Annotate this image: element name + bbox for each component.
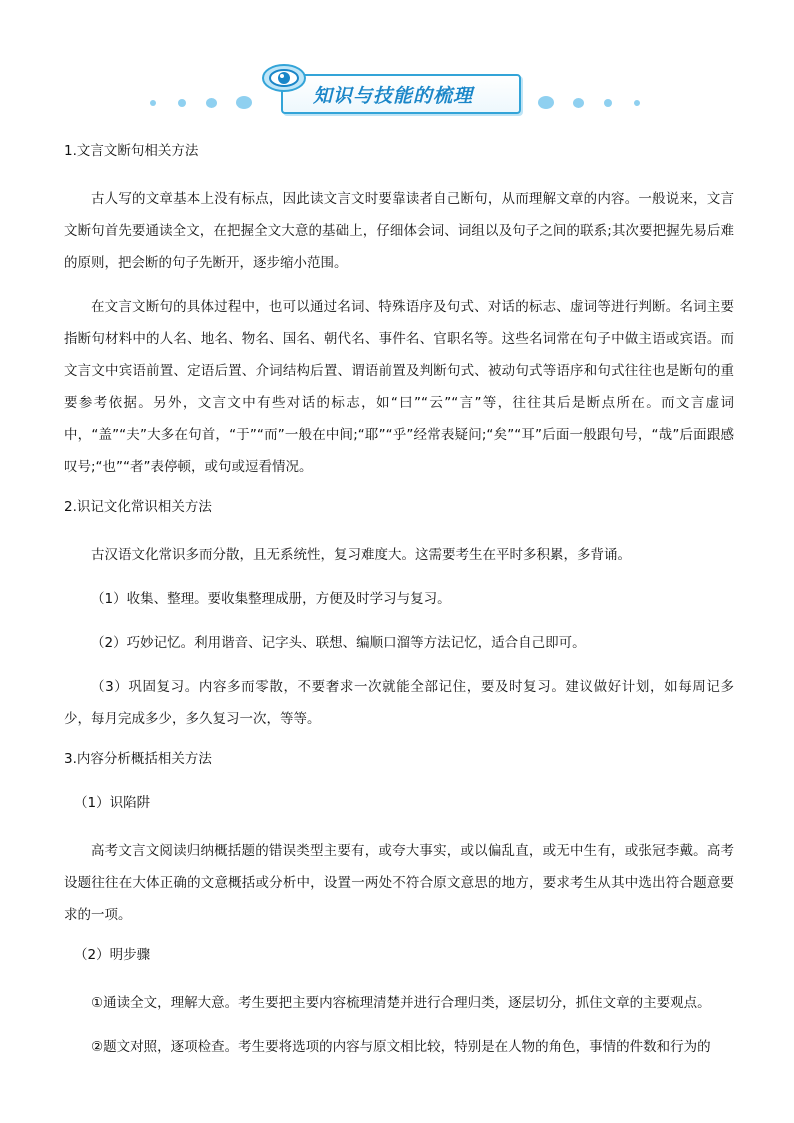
paragraph: 高考文言文阅读归纳概括题的错误类型主要有，或夸大事实，或以偏乱直，或无中生有，或张冠李戴。高考设题往往在大体正确的文意概括或分析中，设置一两处不符合原文意思的地方，要求考生从其中选出符合题意要求的一项。 (64, 843, 734, 923)
paragraph: 在文言文断句的具体过程中，也可以通过名词、特殊语序及句式、对话的标志、虚词等进行判断。名词主要指断句材料中的人名、地名、物名、国名、朝代名、事件名、官职名等。这些名词常在句子中做主语或宾语。而文言文中宾语前置、定语后置、介词结构后置、谓语前置及判断句式、被动句式等语序和句式往往也是断句的重要参考依据。另外，文言文中有些对话的标志，如“曰”“云”“言”等，往往其后是断点所在。而文言虚词中，“盖”“夫”大多在句首，“于”“而”一般在中间;“耶”“乎”经常表疑问;“矣”“耳”后面一般跟句号，“哉”后面跟感叹号;“也”“者”表停顿，或句或逗看情况。 (64, 299, 734, 475)
subheading: （2）明步骤 (74, 947, 151, 963)
paragraph: 古人写的文章基本上没有标点，因此读文言文时要靠读者自己断句，从而理解文章的内容。一般说来，文言文断句首先要通读全文，在把握全文大意的基础上，仔细体会词、词组以及句子之间的联系;其次要把握先易后难的原则，把会断的句子先断开，逐步缩小范围。 (64, 191, 734, 271)
step-item: ②题文对照，逐项检查。考生要将选项的内容与原文相比较，特别是在人物的角色，事情的件数和行为的 (91, 1039, 711, 1055)
document-body (64, 139, 734, 1063)
paragraph: 古汉语文化常识多而分散，且无系统性，复习难度大。这需要考生在平时多积累，多背诵。 (91, 547, 631, 563)
section-title-box (281, 74, 521, 114)
section-heading-2: 2.识记文化常识相关方法 (64, 499, 212, 515)
section-heading-3: 3.内容分析概括相关方法 (64, 751, 212, 767)
list-item: （3）巩固复习。内容多而零散，不要奢求一次就能全部记住，要及时复习。建议做好计划，如每周记多少，每月完成多少，多久复习一次，等等。 (64, 679, 734, 727)
list-item: （2）巧妙记忆。利用谐音、记字头、联想、编顺口溜等方法记忆，适合自己即可。 (91, 635, 586, 651)
section-heading-1: 1.文言文断句相关方法 (64, 143, 199, 159)
list-item: （1）收集、整理。要收集整理成册，方便及时学习与复习。 (91, 591, 451, 607)
eye-icon (262, 63, 306, 93)
subheading: （1）识陷阱 (74, 795, 151, 811)
step-item: ①通读全文，理解大意。考生要把主要内容梳理清楚并进行合理归类，逐层切分，抓住文章的主要观点。 (91, 995, 711, 1011)
section-title: 知识与技能的梳理 (313, 85, 474, 107)
